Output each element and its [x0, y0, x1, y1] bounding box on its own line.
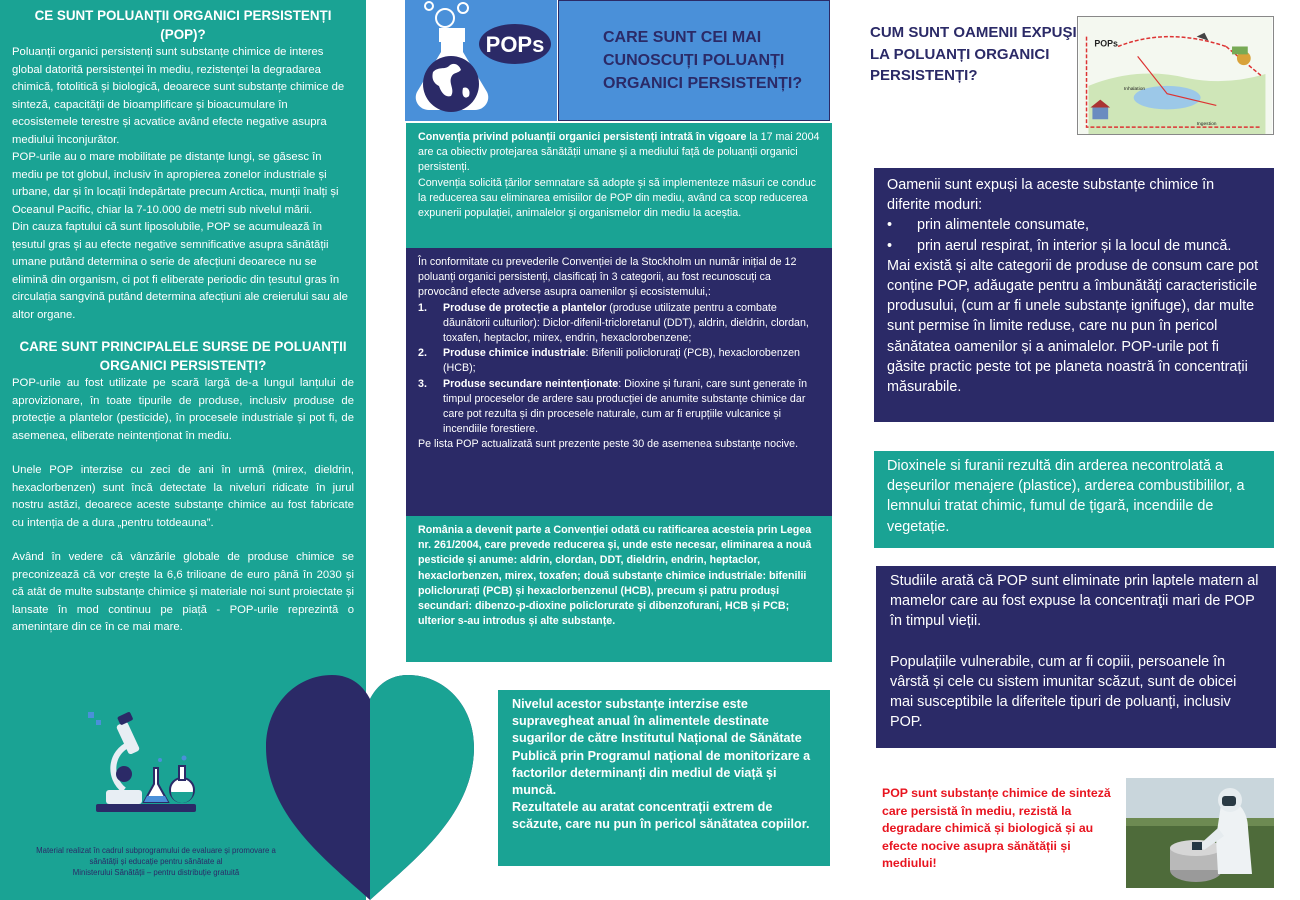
category-description: (produse utilizate pentru a combate dăunătorii culturilor): Diclor-difenil-tricloretanul (DDT), aldrin, dieldrin, clordan, toxafen, heptaclor, mirex, endrin, hexaclorobenzene; [443, 301, 809, 345]
studies-text: Studiile arată că POP sunt eliminate prin laptele matern al mamelor care au fost expuse la concentraţii mari de POP în timpul vieții. [890, 573, 1259, 630]
monitoring-box [498, 690, 830, 866]
stockholm-intro: În conformitate cu prevederile Convenției de la Stockholm un număr inițial de 12 poluanți organici persistenți, clasificați în 3 categorii, au fost recunoscuți ca provocând efecte adverse asupra oamenilor și ecosistemului,: [418, 256, 797, 299]
bullet: • [887, 237, 893, 254]
exposure-pathways-diagram [1077, 16, 1274, 135]
vulnerable-populations-text: Populațiile vulnerabile, cum ar fi copiii, persoanele în vârstă și cele cu sistem imunitar scăzut, sunt de obicei mai susceptibile la diferitele tipuri de poluanți, inclusiv POP. [890, 653, 1237, 731]
convention-text: la 17 mai 2004 are ca obiectiv protejarea sănătății umane și a mediului față de poluanții organici persistenți. [418, 131, 820, 174]
category-name: Produse de protecție a plantelor [443, 301, 607, 314]
convention-box [406, 123, 832, 248]
heading-main-sources: CARE SUNT PRINCIPALELE SURSE DE POLUANȚII ORGANICI PERSISTENȚI? [19, 339, 347, 373]
footer-note [6, 845, 306, 878]
exposure-intro: Oamenii sunt expuși la aceste substanțe chimice în diferite moduri: [887, 177, 1215, 214]
exposure-outro: Mai există și alte categorii de produse de consum care pot conține POP, adăugate pentru a îmbunătăți caracteristicile produsului, (cum ar fi unele substanțe ignifuge), dar multe sunt permise în limite reduse, care nu pun în pericol sănătatea oamenilor și a animalelor. POP-urile pot fi găsite practic peste tot pe planeta noastră în concentrații măsurabile. [887, 257, 1259, 396]
paragraph-definition: Poluanții organici persistenți sunt substanțe chimice de interes global datorită persistenței în mediu, rezistenței la degradarea chimică, fotolitică și biologică, deoarece sunt substanțe chimice de sinteză, capacității de bioamplificare și bioacumulare în ecosistemele terestre și acvatice având efecte negative asupra mediului înconjurător. [12, 46, 345, 146]
footer-line: sănătății și educație pentru sănătate al [89, 857, 223, 866]
paragraph-chemical-sales: Având în vedere că vânzările globale de produse chimice se preconizează că vor crește la 6,6 trilioane de euro până în 2030 și că atât de multe substanțe chimice și materiale noi sunt proiectate și lansate în mod continuu pe piață - POP-urile reprezintă o amenințare din ce în ce mai mare. [12, 551, 354, 633]
list-item [887, 215, 1261, 235]
warning-text: POP sunt substanțe chimice de sinteză care persistă în mediu, rezistă la degradare chimică și biologică și au efecte nocive asupra sănătății și mediului! [882, 786, 1111, 871]
category-description: : Dioxine și furani, care sunt generate în timpul proceselor de ardere sau producției de anumite substanțe chimice dar care pot rezulta și din procesele naturale, cum ar fi erupțiile vulcanice și incendiile forestiere. [443, 377, 808, 436]
dioxins-box [874, 451, 1274, 548]
microscope-flasks-illustration [88, 708, 208, 818]
romania-box [406, 516, 832, 662]
paragraph-liposoluble: Din cauza faptului că sunt liposolubile, POP se acumulează în țesutul gras și au efecte negative semnificative asupra sănătății umane putând determina o serie de afecțiuni deoarece nu se elimină din organism, ci pot fi eliberate periodic din țesutul gras în circulația sangvină putând determina afecțiuni ale creierului sau ale altor organe. [12, 221, 348, 321]
convention-requirements: Convenția solicită țărilor semnatare să adopte și să implementeze măsuri ce conduc la reducerea sau eliminarea emisiilor de POP din mediu, având ca scop reducerea expunerii populației, animalelor și organismelor din mediu la aceștia. [418, 176, 817, 220]
paragraph-sources: POP-urile au fost utilizate pe scară largă de-a lungul lanțului de aprovizionare, în toate tipurile de produse, inclusiv produse de protecție a plantelor (pesticide), în procesele industriale și pot fi, de asemenea, eliberate neintenționat în mediu. [12, 377, 354, 442]
pop-categories-list [418, 301, 820, 438]
list-item [418, 346, 820, 376]
list-number: 1. [418, 301, 427, 314]
exposure-list [887, 215, 1261, 255]
dioxins-text: Dioxinele si furanii rezultă din arderea necontrolată a deșeurilor menajere (plastice), arderea combustibililor, a lemnului tratat chimic, fumul de țigară, incendiile de vegetație. [887, 458, 1245, 535]
pops-flask-globe-logo [405, 0, 557, 121]
list-item [418, 301, 820, 347]
known-pops-title-box [558, 0, 830, 121]
stockholm-outro: Pe lista POP actualizată sunt prezente peste 30 de asemenea substanțe nocive. [418, 438, 799, 451]
category-description: : Bifenili policlorurați (PCB), hexaclorobenzen (HCB); [443, 347, 800, 375]
diagram-label: Ingestion [1196, 122, 1217, 128]
exposure-title: CUM SUNT OAMENII EXPUŞI LA POLUANȚI ORGANICI PERSISTENȚI? [870, 24, 1077, 84]
pops-logo-text: POPs [485, 32, 545, 57]
list-item [887, 236, 1261, 256]
paragraph-banned-pops: Unele POP interzise cu zeci de ani în urmă (mirex, dieldrin, hexaclorbenzen) sunt încă detectate la niveluri ridicate în jurul nostru astăzi, deoarece aceste substanțe chimice au fost fabricate cu intenția de a dura „pentru totdeauna”. [12, 464, 354, 529]
list-number: 3. [418, 377, 427, 390]
list-item [418, 377, 820, 438]
category-name: Produse chimice industriale [443, 347, 586, 360]
hazmat-worker-photo [1126, 778, 1274, 888]
bullet: • [887, 217, 893, 234]
diagram-label: POPs [1094, 38, 1118, 49]
footer-line: Ministerului Sănătății – pentru distribuție gratuită [72, 868, 240, 877]
footer-line: Material realizat în cadrul subprogramului de evaluare și promovare a [36, 846, 276, 855]
list-item-text: prin alimentele consumate, [917, 217, 1089, 234]
romania-text: România a devenit parte a Convenției odată cu ratificarea acesteia prin Legea nr. 261/2004, care prevede reducerea și, unde este necesar, eliminarea a nouă pesticide și anume: aldrin, clordan, DDT, dieldrin, endrin, heptaclor, hexaclorbenzen, mirex, toxafen; două substanțe chimice industriale: bifenilii policlorurați (PCB) și hexaclorbenzenul (HCB), precum și patru produși secundari: dibenzo-p-dioxine policlorurate și dibenzofurani, HCB și PCB; ulterior s-au introdus și alte substanțe. [418, 524, 812, 628]
convention-paragraph [418, 130, 820, 176]
paragraph-mobility: POP-urile au o mare mobilitate pe distanțe lungi, se găsesc în mediu pe tot globul, inclusiv în apropierea zonelor industriale și urbane, dar și în locații îndepărtate precum Arctica, munții înalți și Oceanul Pacific, chiar la 7-10.000 de metri sub nivelul mării. [12, 151, 339, 216]
monitoring-text: Nivelul acestor substanțe interzise este supravegheat anual în alimentele destinate sugarilor de către Institutul Național de Sănătate Publică prin Programul național de monitorizare a factorilor determinanți din mediul de viață și muncă. [512, 697, 811, 798]
diagram-label: Inhalation [1123, 86, 1146, 92]
studies-box [876, 566, 1276, 748]
heading-what-are-pops: CE SUNT POLUANȚII ORGANICI PERSISTENȚI (POP)? [34, 8, 332, 42]
category-name: Produse secundare neintenționate [443, 377, 619, 390]
known-pops-title: CARE SUNT CEI MAI CUNOSCUȚI POLUANȚI ORGANICI PERSISTENȚI? [603, 29, 803, 92]
exposure-box [874, 168, 1274, 422]
stockholm-box [406, 248, 832, 516]
monitoring-results: Rezultatele au aratat concentrații extrem de scăzute, care nu pun în pericol sănătatea copiilor. [512, 800, 810, 832]
list-number: 2. [418, 347, 427, 360]
list-item-text: prin aerul respirat, în interior și la locul de muncă. [917, 237, 1232, 254]
convention-bold-text: Convenția privind poluanții organici persistenți intrată în vigoare [418, 131, 747, 143]
